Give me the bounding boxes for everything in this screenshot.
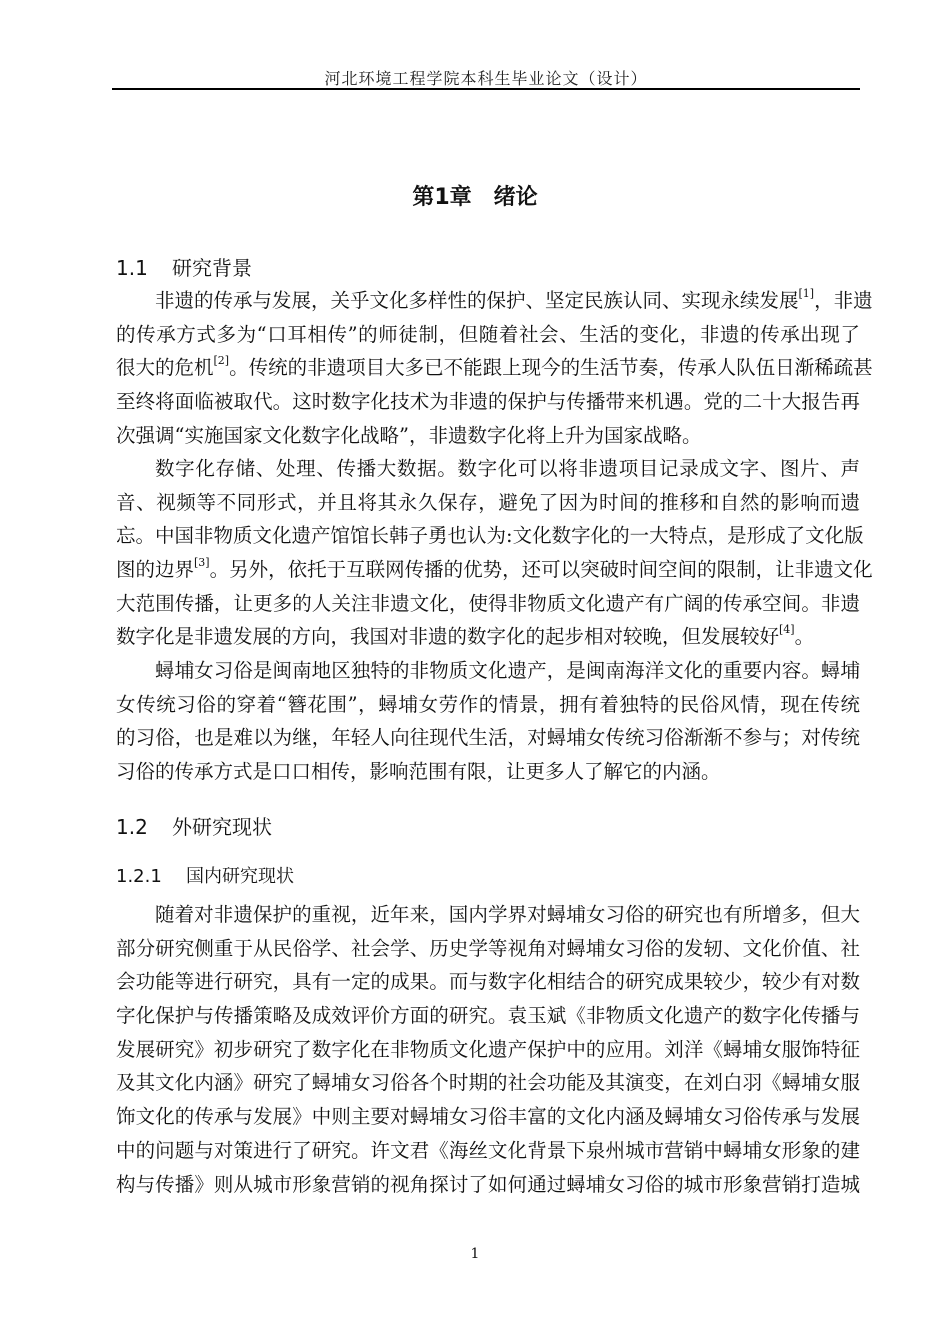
text-line: 的传承方式多为“口耳相传”的师徒制，但随着社会、生活的变化，非遗的传承出现了 [116, 322, 860, 346]
paragraph [116, 284, 873, 452]
section-number: 1.2 [116, 815, 148, 839]
header-divider [112, 88, 860, 90]
text-line: 数字化存储、处理、传播大数据。数字化可以将非遗项目记录成文字、图片、声 [155, 457, 860, 480]
text-line: 字化保护与传播策略及成效评价方面的研究。袁玉斌《非物质文化遗产的数字化传播与 [116, 1004, 860, 1028]
text-line: 习俗的传承方式是口口相传，影响范围有限，让更多人了解它的内涵。 [116, 760, 721, 784]
section-number: 1.2.1 [116, 866, 162, 887]
section-number: 1.1 [116, 256, 148, 280]
running-header: 河北环境工程学院本科生毕业论文（设计） [324, 69, 648, 88]
citation-ref: [1] [798, 287, 815, 300]
text-line: 女传统习俗的穿着“簪花围”，蟳埔女劳作的情景，拥有着独特的民俗风情，现在传统 [116, 692, 860, 716]
text-line: 构与传播》则从城市形象营销的视角探讨了如何通过蟳埔女习俗的城市形象营销打造城 [116, 1172, 860, 1196]
text-line: 至终将面临被取代。这时数字化技术为非遗的保护与传播带来机遇。党的二十大报告再 [116, 390, 860, 414]
text-line: 音、视频等不同形式，并且将其永久保存，避免了因为时间的推移和自然的影响而遗 [116, 490, 860, 514]
section-title: 国内研究现状 [186, 866, 294, 887]
section-title: 研究背景 [172, 256, 252, 280]
citation-ref: [2] [213, 354, 230, 368]
text-line: 及其文化内涵》研究了蟳埔女习俗各个时期的社会功能及其演变，在刘白羽《蟳埔女服 [116, 1071, 860, 1095]
text-line: 饰文化的传承与发展》中则主要对蟳埔女习俗丰富的文化内涵及蟳埔女习俗传承与发展 [116, 1105, 860, 1129]
paragraph [116, 654, 860, 789]
text-line: 会功能等进行研究，具有一定的成果。而与数字化相结合的研究成果较少，较少有对数 [116, 970, 860, 994]
section-heading-1-2 [116, 811, 272, 840]
text-line: 部分研究侧重于从民俗学、社会学、历史学等视角对蟳埔女习俗的发轫、文化价值、社 [116, 936, 860, 960]
paragraph [116, 898, 860, 1201]
text-line: 的习俗，也是难以为继，年轻人向往现代生活，对蟳埔女传统习俗渐渐不参与；对传统 [116, 726, 860, 750]
text-line: 图的边界[3]。另外，依托于互联网传播的优势，还可以突破时间空间的限制，让非遗文化 [116, 556, 873, 582]
paragraph [116, 452, 873, 654]
chapter-title: 第1章 绪论 [412, 185, 538, 210]
text-line: 忘。中国非物质文化遗产馆馆长韩子勇也认为:文化数字化的一大特点，是形成了文化版 [116, 524, 864, 548]
text-line: 次强调“实施国家文化数字化战略”，非遗数字化将上升为国家战略。 [116, 423, 702, 447]
text-line: 非遗的传承与发展，关乎文化多样性的保护、坚定民族认同、实现永续发展[1]，非遗 [155, 287, 873, 312]
text-line: 随着对非遗保护的重视，近年来，国内学界对蟳埔女习俗的研究也有所增多，但大 [155, 903, 860, 926]
page-number: 1 [470, 1246, 480, 1262]
text-line: 数字化是非遗发展的方向，我国对非遗的数字化的起步相对较晚，但发展较好[4]。 [116, 623, 815, 649]
citation-ref: [3] [194, 556, 210, 570]
citation-ref: [4] [779, 623, 795, 637]
subsection-heading-1-2-1 [116, 862, 294, 888]
section-heading-1-1 [116, 252, 252, 281]
text-line: 蟳埔女习俗是闽南地区独特的非物质文化遗产，是闽南海洋文化的重要内容。蟳埔 [155, 659, 860, 682]
text-line: 中的问题与对策进行了研究。许文君《海丝文化背景下泉州城市营销中蟳埔女形象的建 [116, 1138, 860, 1162]
text-line: 发展研究》初步研究了数字化在非物质文化遗产保护中的应用。刘洋《蟳埔女服饰特征 [116, 1037, 860, 1061]
text-line: 很大的危机[2]。传统的非遗项目大多已不能跟上现今的生活节奏，传承人队伍日渐稀疏甚 [116, 354, 873, 380]
section-title: 外研究现状 [172, 815, 272, 839]
text-line: 大范围传播，让更多的人关注非遗文化，使得非物质文化遗产有广阔的传承空间。非遗 [116, 591, 860, 615]
